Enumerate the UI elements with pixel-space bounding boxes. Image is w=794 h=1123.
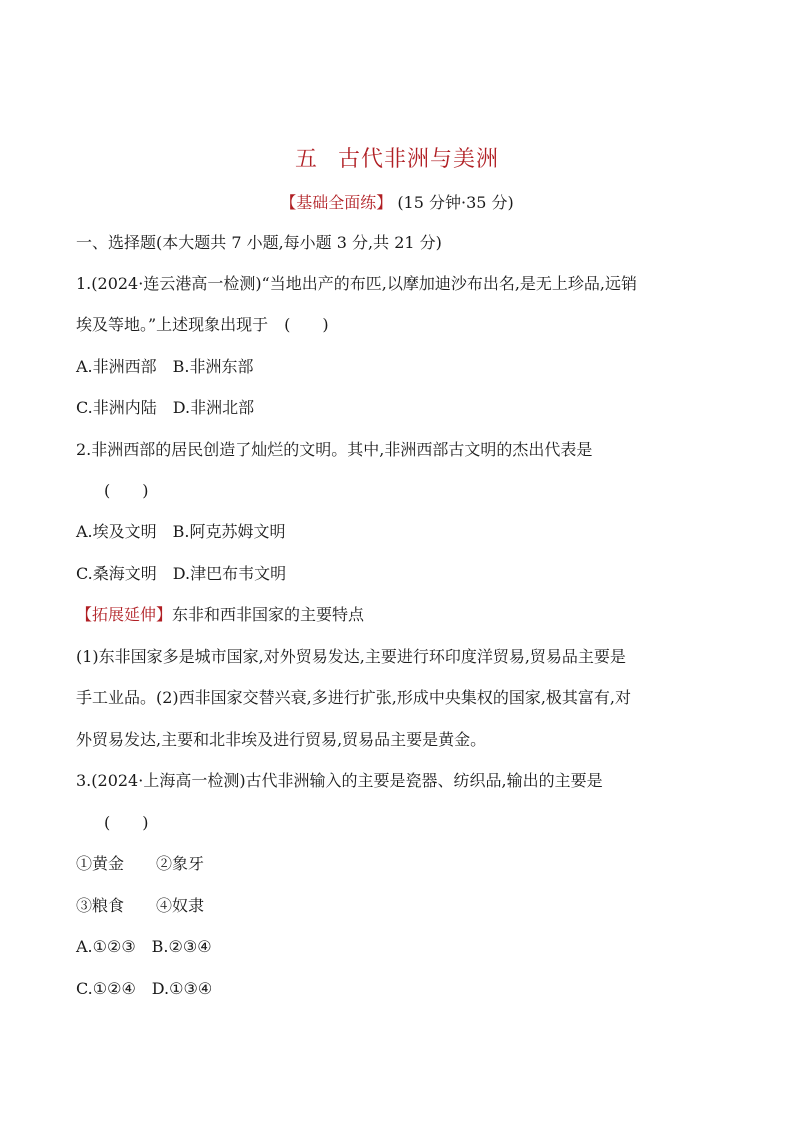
- q1-options-cd: C.非洲内陆 D.非洲北部: [76, 398, 255, 417]
- q2-line1: 2.非洲西部的居民创造了灿烂的文明。其中,非洲西部古文明的杰出代表是: [76, 440, 593, 459]
- q3-options-ab: A.①②③ B.②③④: [76, 937, 212, 956]
- q1-line2: 埃及等地。”上述现象出现于 ( ): [76, 315, 329, 334]
- extension-heading: [76, 604, 364, 626]
- q3-items-34: ③粮食 ④奴隶: [76, 896, 205, 915]
- extension-line3: 外贸易发达,主要和北非埃及进行贸易,贸易品主要是黄金。: [76, 730, 487, 749]
- q2-options-ab: A.埃及文明 B.阿克苏姆文明: [76, 522, 286, 541]
- extension-line2: 手工业品。(2)西非国家交替兴衰,多进行扩张,形成中央集权的国家,极其富有,对: [76, 688, 632, 707]
- extension-label: 【拓展延伸】: [76, 605, 173, 624]
- q3-options-cd: C.①②④ D.①③④: [76, 979, 213, 998]
- q2-answer-blank: ( ): [104, 481, 149, 500]
- chapter-number: 五: [294, 147, 318, 172]
- chapter-title: 古代非洲与美洲: [338, 147, 500, 172]
- section-heading: 一、选择题(本大题共 7 小题,每小题 3 分,共 21 分): [76, 233, 442, 252]
- extension-line1: (1)东非国家多是城市国家,对外贸易发达,主要进行环印度洋贸易,贸易品主要是: [76, 647, 626, 666]
- time-score: (15 分钟·35 分): [397, 193, 514, 212]
- q3-answer-blank: ( ): [104, 813, 149, 832]
- extension-title: 东非和西非国家的主要特点: [172, 605, 365, 624]
- q2-options-cd: C.桑海文明 D.津巴布韦文明: [76, 564, 287, 583]
- section-label: 【基础全面练】: [280, 193, 393, 212]
- q1-options-ab: A.非洲西部 B.非洲东部: [76, 357, 254, 376]
- page-title: [0, 142, 794, 173]
- q1-line1: 1.(2024·连云港高一检测)“当地出产的布匹,以摩加迪沙布出名,是无上珍品,远销: [76, 274, 637, 293]
- section-subheading: [0, 190, 794, 213]
- q3-line1: 3.(2024·上海高一检测)古代非洲输入的主要是瓷器、纺织品,输出的主要是: [76, 771, 603, 790]
- q3-items-12: ①黄金 ②象牙: [76, 854, 205, 873]
